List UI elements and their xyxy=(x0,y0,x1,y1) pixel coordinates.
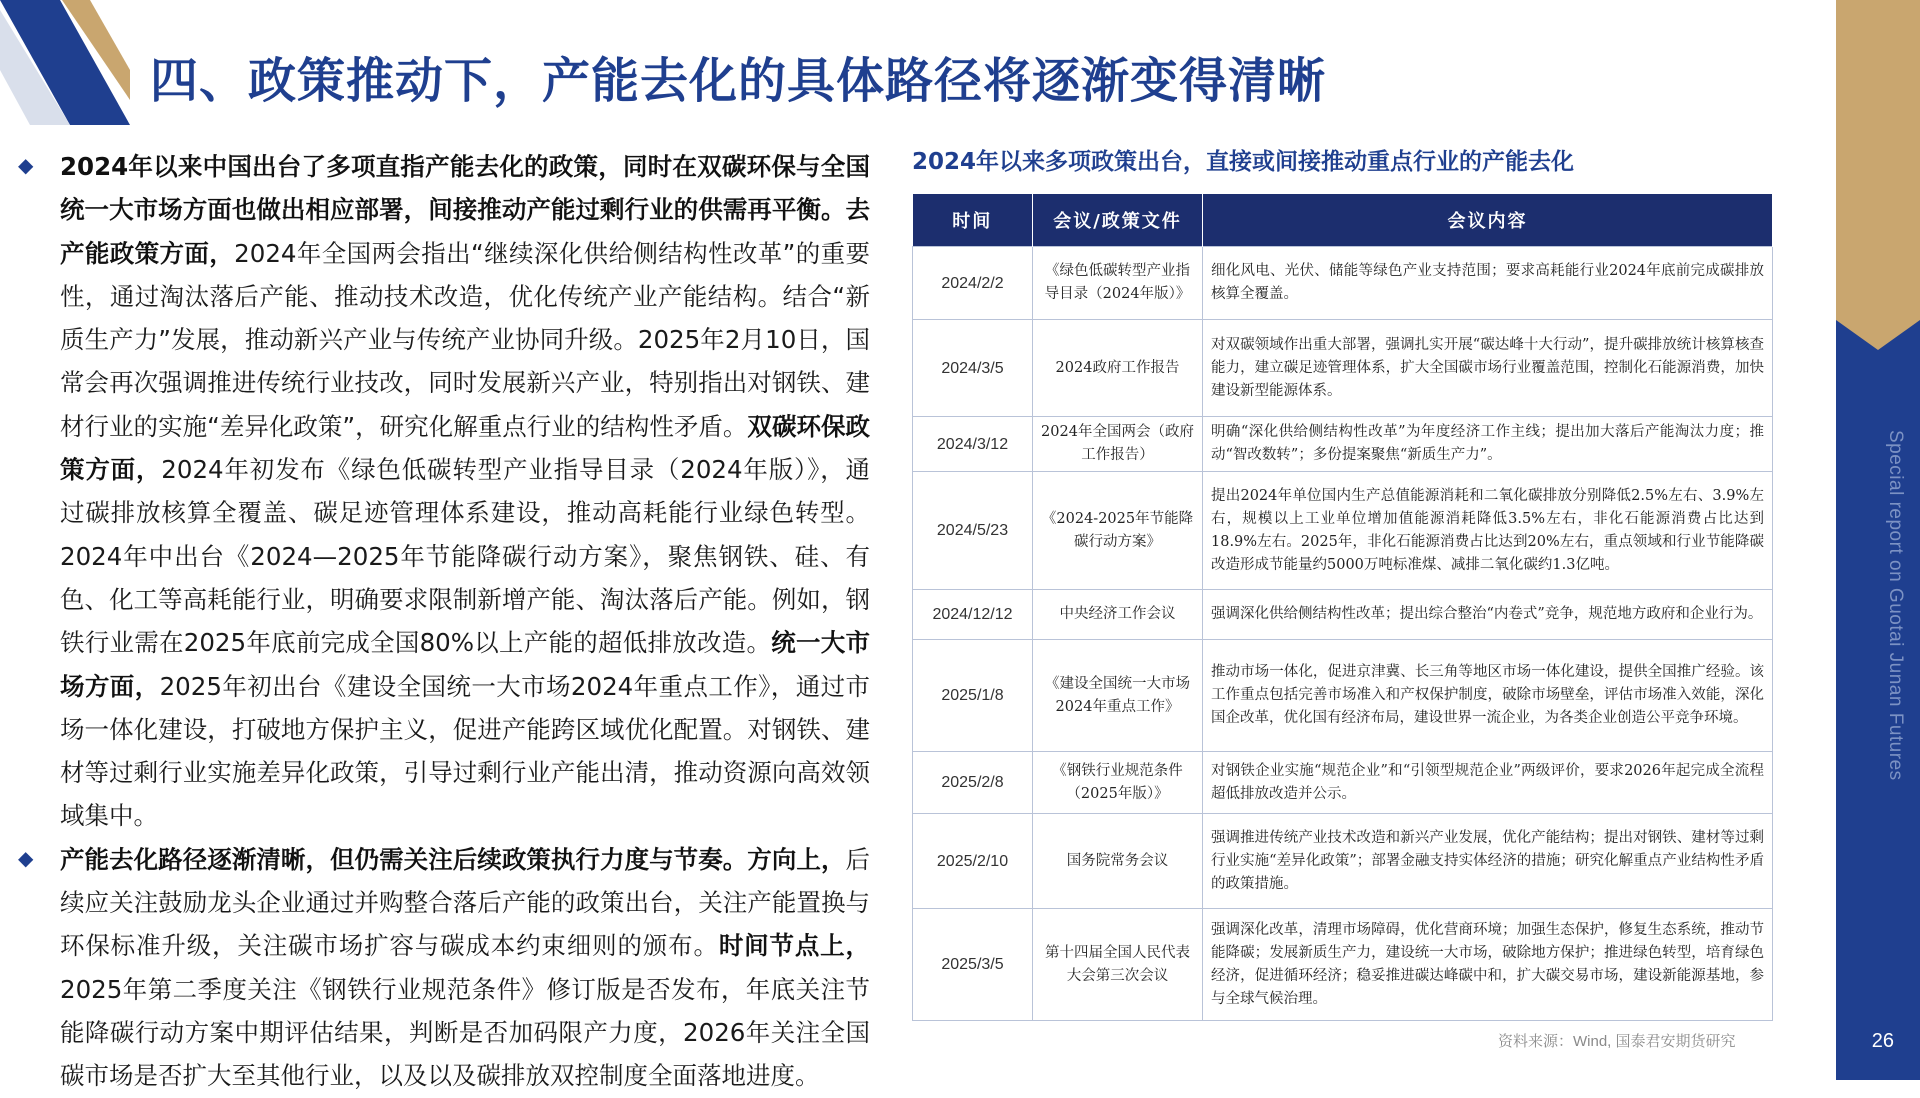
cell-content: 强调深化改革，清理市场障碍，优化营商环境；加强生态保护，修复生态系统，推动节能降碳；发展新质生产力，建设统一大市场，破除地方保护；推进绿色转型，培育绿色经济，促进循环经济；稳妥推进碳达峰碳中和，扩大碳交易市场，建设新能源基地，参与全球气候治理。 xyxy=(1203,909,1773,1021)
header-doc: 会议/政策文件 xyxy=(1033,194,1203,247)
cell-doc: 第十四届全国人民代表大会第三次会议 xyxy=(1033,909,1203,1021)
paragraph-2 xyxy=(60,838,870,1098)
table-row xyxy=(913,472,1773,590)
band-navy xyxy=(1836,320,1920,1080)
para2-bold-2: 时间节点上， xyxy=(718,931,871,961)
left-text-column xyxy=(18,145,870,1098)
table-row xyxy=(913,417,1773,472)
diamond-bullet-icon: ◆ xyxy=(18,845,34,870)
band-notch xyxy=(1836,300,1920,360)
cell-content: 提出2024年单位国内生产总值能源消耗和二氧化碳排放分别降低2.5%左右、3.9%左右，规模以上工业单位增加值能源消耗降低3.5%左右，非化石能源消费占比达到18.9%左右。2025年，非化石能源消费占比达到20%左右，重点领域和行业节能降碳改造形成节能量约5000万吨标准煤、减排二氧化碳约1.3亿吨。 xyxy=(1203,472,1773,590)
para1-text-3: 2025年初出台《建设全国统一大市场2024年重点工作》，通过市场一体化建设，打破地方保护主义，促进产能跨区域优化配置。对钢铁、建材等过剩行业实施差异化政策，引导过剩行业产能出清，推动资源向高效领域集中。 xyxy=(60,671,870,831)
cell-content: 强调深化供给侧结构性改革；提出综合整治“内卷式”竞争，规范地方政府和企业行为。 xyxy=(1203,590,1773,640)
table-row xyxy=(913,814,1773,909)
cell-date: 2025/1/8 xyxy=(913,640,1033,752)
band-gold xyxy=(1836,0,1920,330)
table-title: 2024年以来多项政策出台，直接或间接推动重点行业的产能去化 xyxy=(912,149,1575,175)
side-label: Special report on Guotai Junan Futures xyxy=(1885,430,1906,781)
page-title: 四、政策推动下，产能去化的具体路径将逐渐变得清晰 xyxy=(150,53,1327,109)
header-date: 时间 xyxy=(913,194,1033,247)
cell-content: 推动市场一体化，促进京津冀、长三角等地区市场一体化建设，提供全国推广经验。该工作重点包括完善市场准入和产权保护制度，破除市场壁垒，评估市场准入效能，深化国企改革，优化国有经济布局，建设世界一流企业，为各类企业创造公平竞争环境。 xyxy=(1203,640,1773,752)
para1-bold-1: 2024年以来中国出台了多项直指产能去化的政策，同时在双碳环保与全国统一大市场方面也做出相应部署，间接推动产能过剩行业的供需再平衡。去产能政策方面， xyxy=(60,152,870,268)
para2-bold-1: 产能去化路径逐渐清晰，但仍需关注后续政策执行力度与节奏。方向上， xyxy=(60,844,846,874)
para1-text-1: 2024年全国两会指出“继续深化供给侧结构性改革”的重要性，通过淘汰落后产能、推动技术改造，优化传统产业产能结构。结合“新质生产力”发展，推动新兴产业与传统产业协同升级。2025年2月10日，国常会再次强调推进传统行业技改，同时发展新兴产业，特别指出对钢铁、建材行业的实施“差异化政策”，研究化解重点行业的结构性矛盾。 xyxy=(60,238,870,441)
header-content: 会议内容 xyxy=(1203,194,1773,247)
source-note: 资料来源：Wind, 国泰君安期货研究 xyxy=(1498,1033,1736,1050)
cell-content: 对钢铁企业实施“规范企业”和“引领型规范企业”两级评价，要求2026年起完成全流程超低排放改造并公示。 xyxy=(1203,752,1773,814)
cell-doc: 中央经济工作会议 xyxy=(1033,590,1203,640)
cell-date: 2024/2/2 xyxy=(913,247,1033,320)
cell-date: 2024/12/12 xyxy=(913,590,1033,640)
para1-text-2: 2024年初发布《绿色低碳转型产业指导目录（2024年版）》，通过碳排放核算全覆盖、碳足迹管理体系建设，推动高耗能行业绿色转型。2024年中出台《2024—2025年节能降碳行动方案》，聚焦钢铁、硅、有色、化工等高耗能行业，明确要求限制新增产能、淘汰落后产能。例如，钢铁行业需在2025年底前完成全国80%以上产能的超低排放改造。 xyxy=(60,455,871,658)
table-header-row xyxy=(913,194,1773,247)
cell-doc: 《钢铁行业规范条件（2025年版）》 xyxy=(1033,752,1203,814)
table-row xyxy=(913,320,1773,417)
policy-table-wrapper xyxy=(912,194,1772,1021)
cell-doc: 《绿色低碳转型产业指导目录（2024年版）》 xyxy=(1033,247,1203,320)
table-row xyxy=(913,640,1773,752)
policy-table xyxy=(912,194,1773,1021)
cell-doc: 2024政府工作报告 xyxy=(1033,320,1203,417)
para2-text-1: 后续应关注鼓励龙头企业通过并购整合落后产能的政策出台，关注产能置换与环保标准升级，关注碳市场扩容与碳成本约束细则的颁布。 xyxy=(60,844,870,961)
table-row xyxy=(913,909,1773,1021)
page-number: 26 xyxy=(1871,1030,1894,1052)
cell-date: 2024/3/5 xyxy=(913,320,1033,417)
table-row xyxy=(913,247,1773,320)
right-band xyxy=(1836,0,1920,1080)
para1-bold-3: 统一大市场方面， xyxy=(60,628,870,701)
cell-doc: 《建设全国统一大市场2024年重点工作》 xyxy=(1033,640,1203,752)
cell-date: 2025/2/10 xyxy=(913,814,1033,909)
para2-text-2: 2025年第二季度关注《钢铁行业规范条件》修订版是否发布，年底关注节能降碳行动方案中期评估结果，判断是否加码限产力度，2026年关注全国碳市场是否扩大至其他行业，以及以及碳排放双控制度全面落地进度。 xyxy=(60,974,870,1091)
diamond-bullet-icon: ◆ xyxy=(18,153,34,177)
cell-date: 2024/5/23 xyxy=(913,472,1033,590)
cell-content: 细化风电、光伏、储能等绿色产业支持范围；要求高耗能行业2024年底前完成碳排放核算全覆盖。 xyxy=(1203,247,1773,320)
bullet-paragraph xyxy=(18,838,870,1098)
cell-doc: 国务院常务会议 xyxy=(1033,814,1203,909)
bullet-paragraph xyxy=(18,145,870,838)
table-row xyxy=(913,590,1773,640)
cell-doc: 2024年全国两会（政府工作报告） xyxy=(1033,417,1203,472)
cell-content: 强调推进传统产业技术改造和新兴产业发展，优化产能结构；提出对钢铁、建材等过剩行业实施“差异化政策”；部署金融支持实体经济的措施；研究化解重点产业结构性矛盾的政策措施。 xyxy=(1203,814,1773,909)
cell-doc: 《2024-2025年节能降碳行动方案》 xyxy=(1033,472,1203,590)
corner-decoration xyxy=(0,0,130,125)
table-row xyxy=(913,752,1773,814)
paragraph-1 xyxy=(60,145,870,838)
cell-content: 明确“深化供给侧结构性改革”为年度经济工作主线；提出加大落后产能淘汰力度；推动“智改数转”；多份提案聚焦“新质生产力”。 xyxy=(1203,417,1773,472)
cell-content: 对双碳领域作出重大部署，强调扎实开展“碳达峰十大行动”，提升碳排放统计核算核查能力，建立碳足迹管理体系，扩大全国碳市场行业覆盖范围，控制化石能源消费，加快建设新型能源体系。 xyxy=(1203,320,1773,417)
para1-bold-2: 双碳环保政策方面， xyxy=(60,411,870,485)
cell-date: 2025/3/5 xyxy=(913,909,1033,1021)
cell-date: 2025/2/8 xyxy=(913,752,1033,814)
cell-date: 2024/3/12 xyxy=(913,417,1033,472)
